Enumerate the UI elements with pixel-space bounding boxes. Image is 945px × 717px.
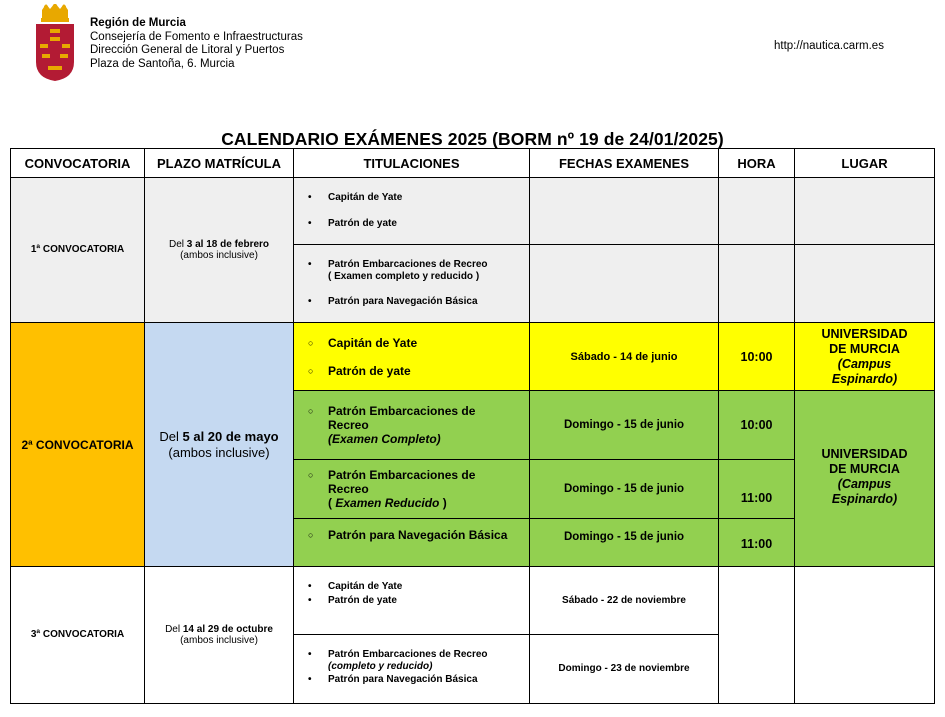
list-item bbox=[294, 259, 529, 282]
conv1-plazo-prefix: Del bbox=[168, 238, 187, 250]
conv1-titulaciones-b bbox=[293, 244, 530, 323]
directorate-line: Dirección General de Litoral y Puertos bbox=[90, 44, 285, 56]
department-line: Consejería de Fomento e Infraestructuras bbox=[90, 30, 303, 43]
list-item bbox=[294, 336, 529, 350]
lugar-line: DE MURCIA bbox=[829, 462, 900, 476]
conv3-plazo-dates: 14 al 29 de octubre bbox=[182, 623, 273, 635]
conv1-lugar-b bbox=[794, 244, 935, 323]
conv1-name: 1ª CONVOCATORIA bbox=[10, 177, 145, 323]
titulacion-label: Patrón de yate bbox=[328, 594, 397, 606]
conv2-row4-titulaciones bbox=[293, 518, 530, 567]
conv3-lugar bbox=[794, 566, 935, 704]
titulacion-label: Capitán de Yate bbox=[328, 192, 403, 203]
titulacion-label: Patrón para Navegación Básica bbox=[328, 674, 478, 685]
col-header-convocatoria: CONVOCATORIA bbox=[10, 148, 145, 178]
conv2-row4-fecha: Domingo - 15 de junio bbox=[529, 518, 719, 567]
circle-bullet-icon: ○ bbox=[308, 406, 314, 416]
list-item bbox=[294, 528, 529, 542]
conv1-titulaciones-a bbox=[293, 177, 530, 245]
circle-bullet-icon: ○ bbox=[308, 530, 314, 540]
lugar-line: UNIVERSIDAD bbox=[821, 447, 908, 461]
conv3-plazo-prefix: Del bbox=[165, 623, 183, 635]
conv3-hora bbox=[718, 566, 795, 704]
page-title: CALENDARIO EXÁMENES 2025 (BORM nº 19 de 24/01/2025) bbox=[221, 129, 724, 149]
col-header-plazo: PLAZO MATRÍCULA bbox=[144, 148, 294, 178]
conv2-row2-hora: 10:00 bbox=[718, 390, 795, 460]
lugar-line: (Campus bbox=[837, 356, 892, 371]
conv3-plazo bbox=[144, 566, 294, 704]
col-header-titulaciones: TITULACIONES bbox=[293, 148, 530, 178]
titulacion-note: ( Examen completo y reducido ) bbox=[328, 270, 480, 282]
lugar-line: Espinardo) bbox=[831, 371, 898, 386]
conv3-name: 3ª CONVOCATORIA bbox=[10, 566, 145, 704]
list-item bbox=[294, 649, 529, 672]
conv1-hora-a bbox=[718, 177, 795, 245]
col-header-fechas: FECHAS EXAMENES bbox=[529, 148, 719, 178]
bullet-icon: • bbox=[308, 192, 312, 203]
conv2-name: 2ª CONVOCATORIA bbox=[10, 322, 145, 567]
conv1-plazo-note: (ambos inclusive) bbox=[180, 250, 258, 261]
address-line: Plaza de Santoña, 6. Murcia bbox=[90, 57, 235, 70]
conv2-row3-hora: 11:00 bbox=[718, 459, 795, 519]
bullet-icon: • bbox=[308, 674, 312, 685]
list-item bbox=[294, 218, 529, 230]
conv2-row2-fecha: Domingo - 15 de junio bbox=[529, 390, 719, 460]
conv1-plazo bbox=[144, 177, 294, 323]
bullet-icon: • bbox=[308, 649, 312, 660]
titulacion-label: Capitán de Yate bbox=[328, 336, 418, 350]
list-item bbox=[294, 674, 529, 686]
website-url: http://nautica.carm.es bbox=[774, 40, 884, 52]
conv2-plazo-dates: 5 al 20 de mayo bbox=[182, 428, 279, 444]
conv1-lugar-a bbox=[794, 177, 935, 245]
list-item bbox=[294, 404, 529, 446]
lugar-line: (Campus bbox=[837, 477, 892, 491]
titulacion-label: Capitán de Yate bbox=[328, 581, 403, 592]
list-item bbox=[294, 581, 529, 593]
conv2-plazo-prefix: Del bbox=[159, 428, 183, 444]
titulacion-label: Patrón Embarcaciones de Recreo bbox=[328, 468, 476, 496]
conv2-row1-titulaciones bbox=[293, 322, 530, 391]
titulacion-label: Patrón Embarcaciones de Recreo bbox=[328, 649, 488, 660]
titulacion-label: Patrón Embarcaciones de Recreo bbox=[328, 259, 488, 270]
bullet-icon: • bbox=[308, 594, 312, 606]
conv2-plazo bbox=[144, 322, 294, 567]
titulacion-note: Examen Reducido bbox=[335, 496, 440, 510]
bullet-icon: • bbox=[308, 217, 312, 229]
titulacion-note: (completo y reducido) bbox=[328, 660, 433, 672]
conv2-lugar-2 bbox=[794, 390, 935, 567]
bullet-icon: • bbox=[308, 296, 312, 307]
conv3-plazo-note: (ambos inclusive) bbox=[180, 635, 258, 646]
note-paren: ) bbox=[439, 496, 447, 510]
titulacion-label: Patrón para Navegación Básica bbox=[328, 528, 508, 542]
list-item bbox=[294, 296, 529, 308]
conv2-row4-hora: 11:00 bbox=[718, 518, 795, 567]
conv3-fecha-b: Domingo - 23 de noviembre bbox=[529, 634, 719, 704]
region-name: Región de Murcia bbox=[90, 17, 186, 29]
lugar-line: Espinardo) bbox=[831, 492, 898, 506]
list-item bbox=[294, 364, 529, 378]
circle-bullet-icon: ○ bbox=[308, 366, 314, 376]
conv2-row1-fecha: Sábado - 14 de junio bbox=[529, 322, 719, 391]
list-item bbox=[294, 192, 529, 204]
conv1-fecha-a bbox=[529, 177, 719, 245]
conv2-row2-titulaciones bbox=[293, 390, 530, 460]
list-item bbox=[294, 468, 529, 510]
conv2-row1-hora: 10:00 bbox=[718, 322, 795, 391]
list-item bbox=[294, 595, 529, 607]
note-paren: ( bbox=[328, 496, 336, 510]
conv3-fecha-a: Sábado - 22 de noviembre bbox=[529, 566, 719, 635]
conv2-plazo-note: (ambos inclusive) bbox=[168, 444, 270, 460]
titulacion-label: Patrón de yate bbox=[328, 364, 411, 378]
lugar-line: DE MURCIA bbox=[829, 341, 900, 356]
lugar-line: UNIVERSIDAD bbox=[821, 326, 908, 341]
conv3-titulaciones-a bbox=[293, 566, 530, 635]
conv1-hora-b bbox=[718, 244, 795, 323]
titulacion-label: Patrón para Navegación Básica bbox=[328, 296, 478, 307]
col-header-lugar: LUGAR bbox=[794, 148, 935, 178]
conv2-row3-titulaciones bbox=[293, 459, 530, 519]
bullet-icon: • bbox=[308, 259, 312, 270]
circle-bullet-icon: ○ bbox=[308, 470, 314, 480]
titulacion-label: Patrón Embarcaciones de Recreo bbox=[328, 404, 476, 432]
conv1-plazo-dates: 3 al 18 de febrero bbox=[186, 238, 270, 250]
conv2-row3-fecha: Domingo - 15 de junio bbox=[529, 459, 719, 519]
bullet-icon: • bbox=[308, 581, 312, 592]
circle-bullet-icon: ○ bbox=[308, 338, 314, 348]
conv2-lugar-1 bbox=[794, 322, 935, 391]
conv1-fecha-b bbox=[529, 244, 719, 323]
col-header-hora: HORA bbox=[718, 148, 795, 178]
conv3-titulaciones-b bbox=[293, 634, 530, 704]
titulacion-label: Patrón de yate bbox=[328, 217, 397, 229]
titulacion-note: (Examen Completo) bbox=[328, 432, 441, 446]
